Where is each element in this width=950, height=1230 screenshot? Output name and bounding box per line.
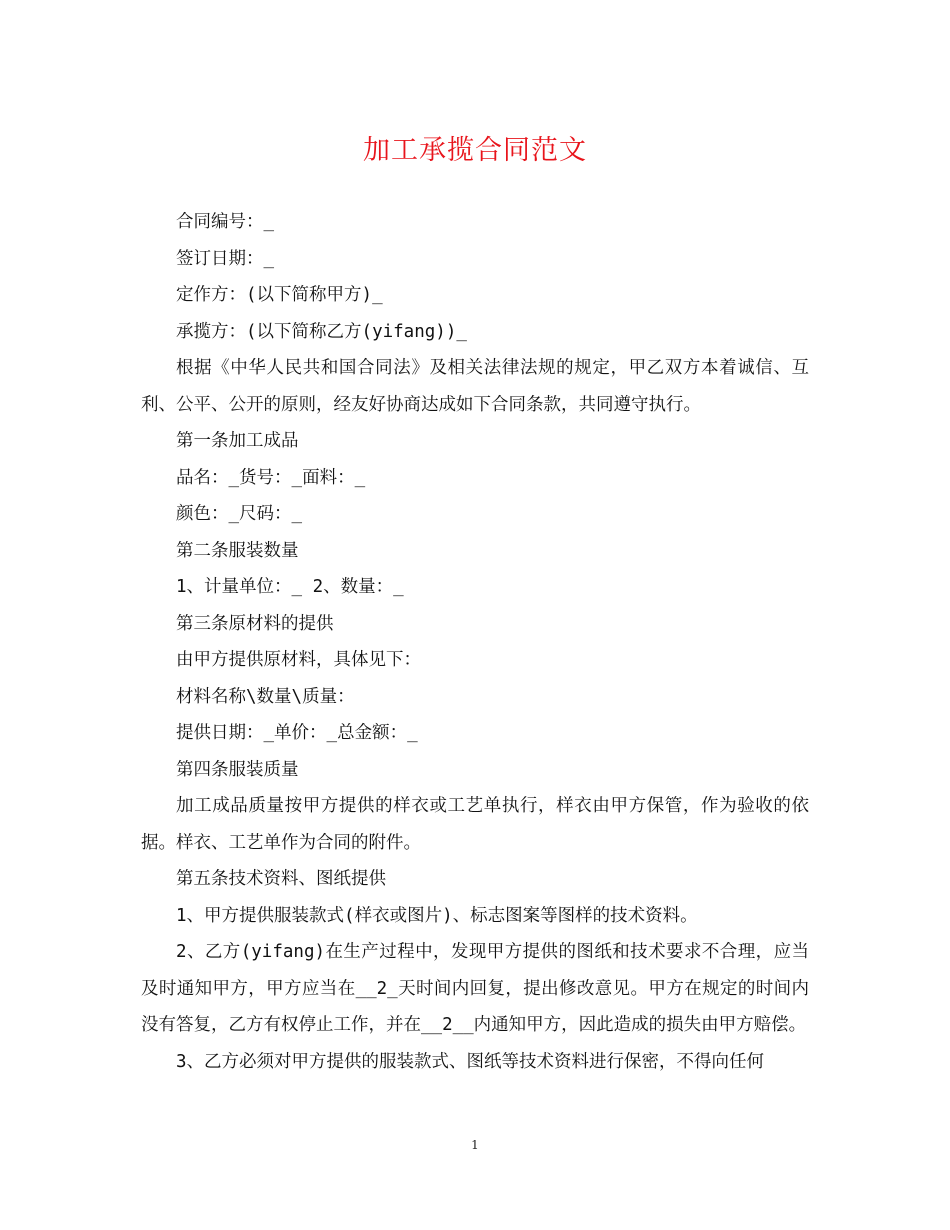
document-body — [141, 204, 809, 1080]
tech-item-3: 3、乙方必须对甲方提供的服装款式、图纸等技术资料进行保密，不得向任何 — [176, 1051, 765, 1072]
article-5-heading: 第五条技术资料、图纸提供 — [176, 869, 386, 889]
tech-item-1: 1、甲方提供服装款式(样衣或图片)、标志图案等图样的技术资料。 — [176, 905, 698, 926]
party-b-line: 承揽方：(以下简称乙方(yifang))_ — [176, 321, 467, 342]
article-1-heading: 第一条加工成品 — [176, 431, 299, 451]
party-a-line: 定作方：(以下简称甲方)_ — [176, 285, 383, 305]
page-number: 1 — [471, 1138, 479, 1152]
contract-number-line: 合同编号：_ — [176, 212, 275, 232]
article-2-heading: 第二条服装数量 — [176, 540, 299, 561]
product-name-line: 品名：_货号：_面料：_ — [176, 467, 366, 488]
quantity-line: 1、计量单位：_ 2、数量：_ — [176, 577, 404, 597]
materials-name-line: 材料名称\数量\质量： — [176, 686, 355, 707]
quality-paragraph: 加工成品质量按甲方提供的样衣或工艺单执行，样衣由甲方保管，作为验收的依据。样衣、工艺单作为合同的附件。 — [141, 796, 809, 853]
materials-intro-line: 由甲方提供原材料，具体见下： — [176, 650, 421, 670]
signing-date-line: 签订日期：_ — [176, 248, 275, 269]
document-title: 加工承揽合同范文 — [363, 135, 587, 166]
color-size-line: 颜色：_尺码：_ — [176, 504, 303, 524]
article-3-heading: 第三条原材料的提供 — [176, 613, 334, 634]
preamble-paragraph: 根据《中华人民共和国合同法》及相关法律法规的规定，甲乙双方本着诚信、互利、公平、公开的原则，经友好协商达成如下合同条款，共同遵守执行。 — [141, 358, 809, 415]
tech-item-2: 2、乙方(yifang)在生产过程中，发现甲方提供的图纸和技术要求不合理，应当及时通知甲方，甲方应当在__2_天时间内回复，提出修改意见。甲方在规定的时间内没有答复，乙方有权停止工作，并在__2__内通知甲方，因此造成的损失由甲方赔偿。 — [141, 942, 809, 1035]
supply-date-line: 提供日期：_单价：_总金额：_ — [176, 723, 418, 743]
article-4-heading: 第四条服装质量 — [176, 759, 299, 780]
